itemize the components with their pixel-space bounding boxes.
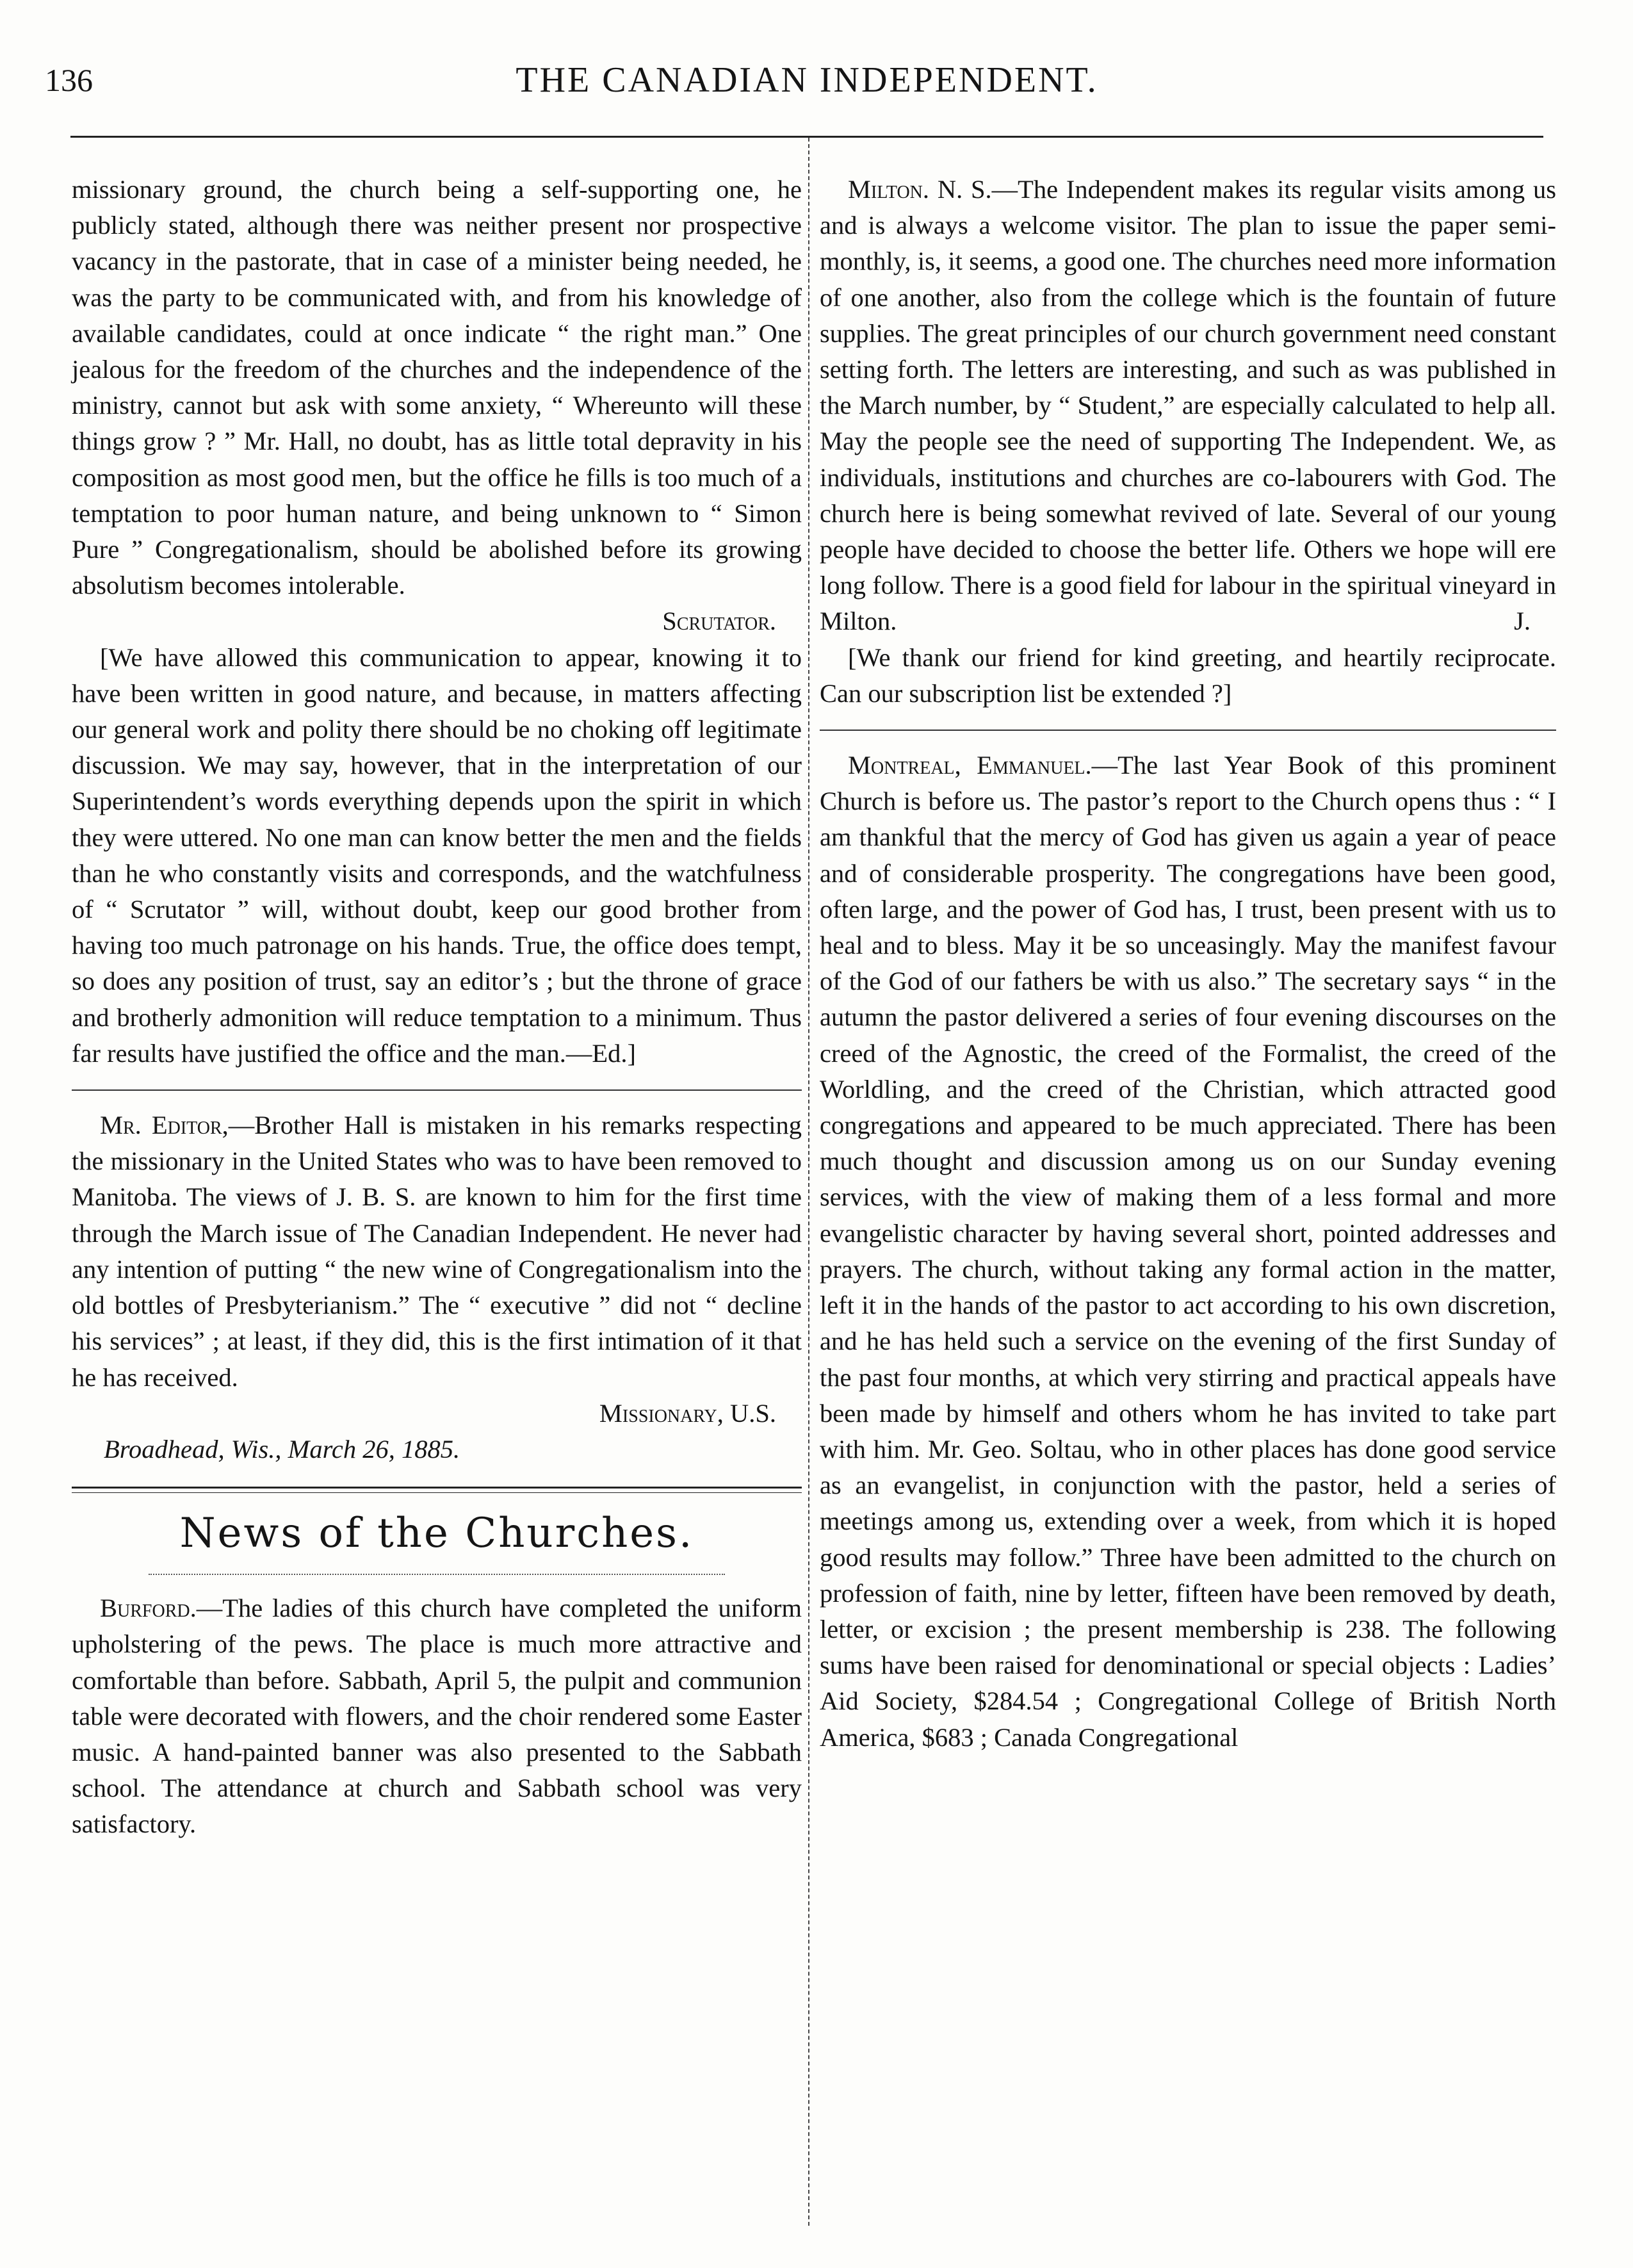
paragraph-milton — [820, 172, 1556, 640]
page-number: 136 — [45, 62, 93, 98]
section-rule — [72, 1492, 802, 1493]
paragraph-burford-body: —The ladies of this church have completed the uniform upholstering of the pews. The place is much more attractive and comfortable than before. Sabbath, April 5, the pulpit and communion table were decorated with flowers, and the choir rendered some Easter music. A hand-painted banner was also presented to the Sabbath school. The attendance at church and Sabbath school was very satisfactory. — [72, 1594, 802, 1839]
article-separator — [72, 1089, 802, 1091]
place-montreal: Montreal, Emmanuel. — [848, 751, 1092, 780]
paragraph-scrutator-letter: missionary ground, the church being a self-supporting one, he publicly stated, although there was neither present nor prospective vacancy in the pastorate, that in case of a minister being needed, he was the party to be communicated with, and from his knowledge of available candidates, could at once indicate “ the right man.” One jealous for the freedom of the churches and the independence of the ministry, cannot but ask with some anxiety, “ Whereunto will these things grow ? ” Mr. Hall, no doubt, has as little total depravity in his composition as most good men, but the office he fills is too much of a temptation to poor human nature, and being unknown to “ Simon Pure ” Congregationalism, should be abolished before its growing absolutism becomes intolerable. — [72, 175, 802, 600]
paragraph-editor-reply: [We thank our friend for kind greeting, and heartily reciprocate. Can our subscription list be extended ?] — [820, 642, 1556, 708]
paragraph-milton-body: —The Independent makes its regular visits among us and is always a welcome visitor. The plan to issue the paper semi-monthly, is, it seems, a good one. The churches need more information of one another, also from the college which is the fountain of future supplies. The great principles of our church government need constant setting forth. The letters are interesting, and such as was published in the March number, by “ Student,” are especially calculated to help all. May the people see the need of supporting The Independent. We, as individuals, institutions and churches are co-labourers with God. The church here is being somewhat revived of late. Several of our young people have decided to choose the better life. Others we hope will ere long follow. There is a good field for labour in the spiritual vineyard in Milton. — [820, 175, 1556, 636]
running-header — [45, 51, 1569, 109]
salutation: Mr. Editor, — [100, 1111, 229, 1140]
column-divider — [808, 138, 809, 2226]
left-column — [72, 172, 802, 1843]
article-separator — [820, 730, 1556, 731]
paragraph-missionary-body: —Brother Hall is mistaken in his remarks respecting the missionary in the United States who was to have been removed to Manitoba. The views of J. B. S. are known to him for the first time through the March issue of The Canadian Independent. He never had any intention of putting “ the new wine of Congregationalism into the old bottles of Presbyterianism.” The “ executive ” did not “ decline his services” ; at least, if they did, this is the first intimation of it that he has received. — [72, 1111, 802, 1392]
signature-scrutator: Scrutator. — [662, 607, 776, 636]
signature-j: J. — [1514, 607, 1531, 636]
paragraph-missionary-letter — [72, 1107, 802, 1396]
section-header — [72, 1487, 802, 1575]
paragraph-montreal-body: —The last Year Book of this prominent Church is before us. The pastor’s report to the Church opens thus : “ I am thankful that the mercy of God has given us again a year of peace and of considerable prosperity. The congregations have been good, often large, and the power of God has, I trust, been present with us to heal and to bless. May it be so unceasingly. May the manifest favour of the God of our fathers be with us also.” The secretary says “ in the autumn the pastor delivered a series of four evening discourses on the creed of the Agnostic, the creed of the Formalist, the creed of the Worldling, and the creed of the Christian, which attracted good congregations and appeared to be much appreciated. There has been much thought and discussion among us on our Sunday evening services, with the view of making them of a less formal and more evangelistic character by having several short, pointed addresses and prayers. The church, without taking any formal action in the matter, left it in the hands of the pastor to act according to his own discretion, and he has held such a service on the evening of the first Sunday of the past four months, at which very stirring and practical appeals have been made by himself and others whom he has invited to take part with him. Mr. Geo. Soltau, who in other places has done good service as an evangelist, in conjunction with the pastor, held a series of meetings among us, extending over a week, from which it is hoped good results may follow.” Three have been admitted to the church on profession of faith, nine by letter, fifteen have been removed by death, letter, or excision ; the present membership is 238. The following sums have been raised for denominational or special objects : Ladies’ Aid Society, $284.54 ; Congregational College of British North America, $683 ; Canada Congregational — [820, 751, 1556, 1752]
running-title: THE CANADIAN INDEPENDENT. — [516, 60, 1098, 100]
paragraph-montreal — [820, 747, 1556, 1756]
paragraph-burford — [72, 1590, 802, 1842]
section-title: News of the Churches. — [179, 1510, 694, 1558]
paragraph-editor-note: [We have allowed this communication to appear, knowing it to have been written in good nature, and because, in matters affecting our general work and polity there should be no choking off legitimate discussion. We may say, however, that in the interpretation of our Superintendent’s words everything depends upon the spirit in which they were uttered. No one man can know better the men and the fields than he who constantly visits and corresponds, and the watchfulness of “ Scrutator ” will, without doubt, keep our good brother from having too much patronage on his hands. True, the office does tempt, so does any position of trust, say an editor’s ; but the throne of grace and brotherly admonition will reduce temptation to a minimum. Thus far results have justified the office and the man.—Ed.] — [72, 642, 802, 1068]
right-column — [820, 172, 1556, 1756]
place-burford: Burford. — [100, 1594, 197, 1623]
header-rule — [70, 136, 1543, 138]
section-dash-rule — [149, 1574, 725, 1575]
dateline: Broadhead, Wis., March 26, 1885. — [104, 1434, 460, 1464]
signature-missionary: Missionary, U.S. — [599, 1398, 776, 1428]
place-milton: Milton. N. S. — [848, 175, 992, 204]
